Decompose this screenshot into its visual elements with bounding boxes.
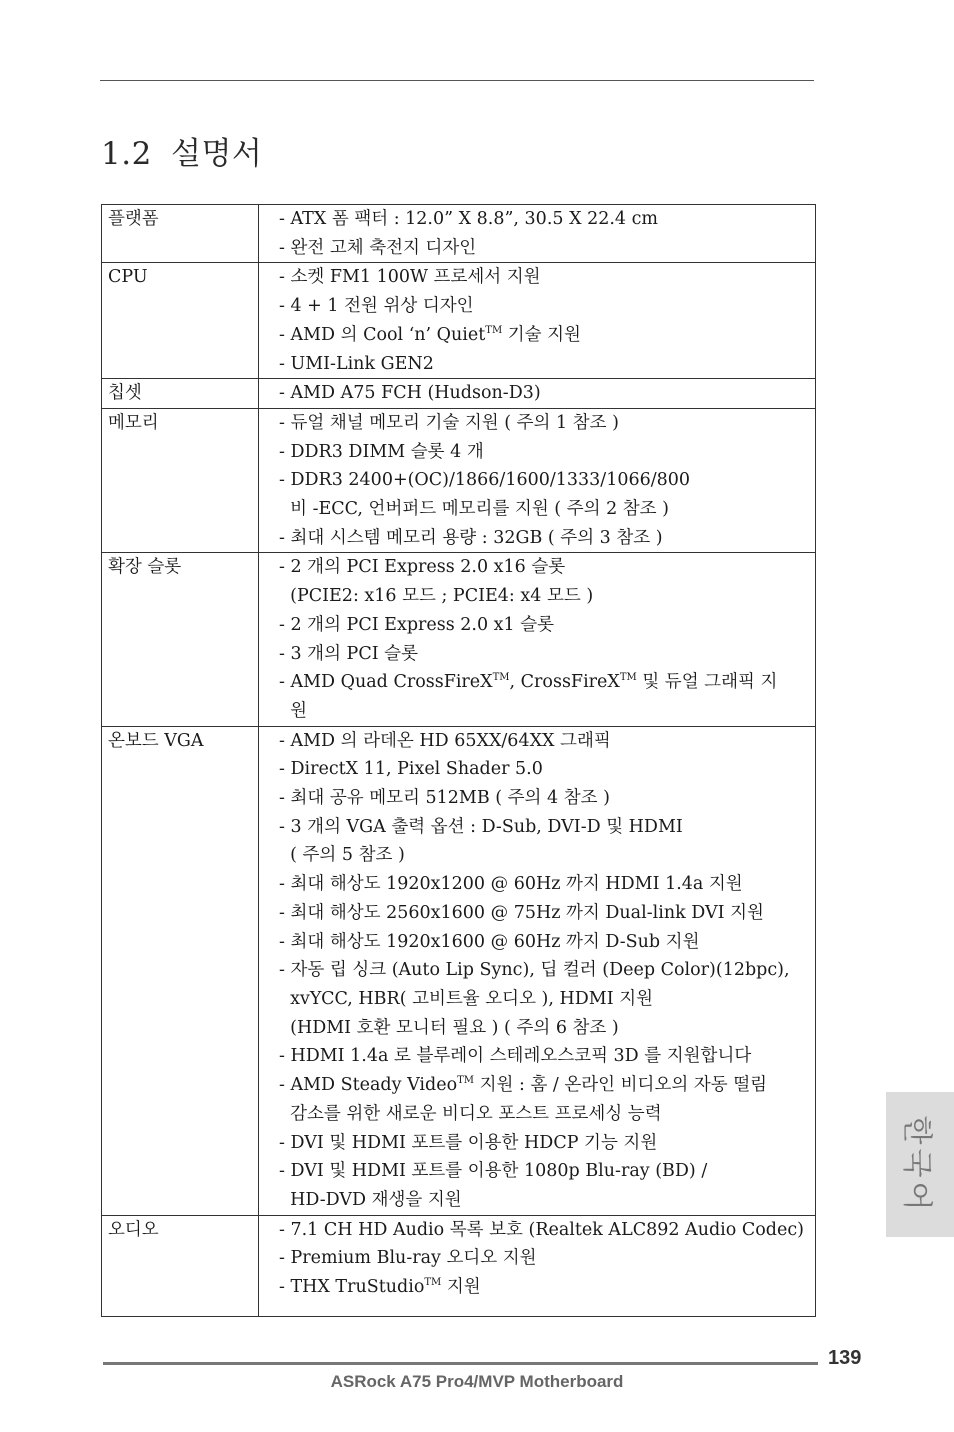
language-tab-label: 한국어: [899, 1115, 934, 1214]
spec-label: 플랫폼: [102, 205, 259, 263]
trademark-mark: TM: [485, 324, 503, 336]
spec-label: 칩셋: [102, 379, 259, 409]
spec-line: xvYCC, HBR( 고비트율 오디오 ), HDMI 지원: [279, 988, 654, 1009]
spec-line: - DDR3 2400+(OC)/1866/1600/1333/1066/800: [279, 470, 691, 491]
trademark-mark: TM: [424, 1277, 442, 1289]
section-heading: 설명서: [171, 136, 263, 172]
spec-table: [101, 204, 816, 1317]
spec-line: - 소켓 FM1 100W 프로세서 지원: [279, 267, 541, 288]
spec-line: 비 -ECC, 언버퍼드 메모리를 지원 ( 주의 2 참조 ): [279, 499, 669, 520]
spec-line: - HDMI 1.4a 로 블루레이 스테레오스코픽 3D 를 지원합니다: [279, 1046, 752, 1067]
spec-line: - Premium Blu-ray 오디오 지원: [279, 1248, 537, 1269]
top-rule: [100, 80, 814, 81]
spec-row-onboard-vga: [102, 726, 816, 1215]
spec-text: - AMD 의 Cool ‘n’ Quiet: [279, 324, 486, 345]
spec-text: 지원 : 홈 / 온라인 비디오의 자동 떨림: [474, 1075, 768, 1096]
spec-line: ( 주의 5 참조 ): [279, 845, 405, 866]
spec-line: - 2 개의 PCI Express 2.0 x1 슬롯: [279, 614, 555, 635]
spec-text: - AMD Quad CrossFireX: [279, 672, 493, 693]
spec-line: - AMD 의 라데온 HD 65XX/64XX 그래픽: [279, 730, 611, 751]
spec-line: - UMI-Link GEN2: [279, 353, 434, 374]
spec-line: - 최대 공유 메모리 512MB ( 주의 4 참조 ): [279, 788, 610, 809]
trademark-mark: TM: [492, 672, 510, 684]
spec-line: - 최대 해상도 1920x1200 @ 60Hz 까지 HDMI 1.4a 지원: [279, 874, 743, 895]
spec-line-tm: [279, 1071, 811, 1100]
section-title: [101, 128, 262, 173]
spec-values: [259, 553, 816, 726]
spec-line: - 완전 고체 축전지 디자인: [279, 237, 477, 258]
spec-row-memory: [102, 408, 816, 553]
spec-line: 원: [279, 700, 308, 721]
spec-line: - DVI 및 HDMI 포트를 이용한 1080p Blu-ray (BD) /: [279, 1161, 708, 1182]
trademark-mark: TM: [457, 1075, 475, 1087]
spec-text: , CrossFireX: [509, 672, 620, 693]
spec-label: CPU: [102, 263, 259, 379]
spec-line: - 최대 해상도 1920x1600 @ 60Hz 까지 D-Sub 지원: [279, 931, 700, 952]
spec-text: 기술 지원: [502, 324, 581, 345]
spec-line: - 최대 시스템 메모리 용량 : 32GB ( 주의 3 참조 ): [279, 527, 663, 548]
section-number: 1.2: [101, 136, 152, 172]
spec-line: - DirectX 11, Pixel Shader 5.0: [279, 759, 543, 780]
spec-label: 오디오: [102, 1215, 259, 1316]
spec-line: - 듀얼 채널 메모리 기술 지원 ( 주의 1 참조 ): [279, 412, 619, 433]
spec-row-platform: [102, 205, 816, 263]
bottom-rule: [103, 1362, 818, 1365]
spec-line: - ATX 폼 팩터 : 12.0” X 8.8”, 30.5 X 22.4 cm: [279, 209, 659, 229]
spec-label: 메모리: [102, 408, 259, 553]
spec-line: 감소를 위한 새로운 비디오 포스트 프로세싱 능력: [279, 1103, 662, 1124]
spec-line: - AMD A75 FCH (Hudson-D3): [279, 383, 541, 404]
spec-line: (HDMI 호환 모니터 필요 ) ( 주의 6 참조 ): [279, 1017, 619, 1038]
spec-line: - 7.1 CH HD Audio 목록 보호 (Realtek ALC892 Audio Codec): [279, 1219, 804, 1240]
spec-label: 온보드 VGA: [102, 726, 259, 1215]
spec-row-expansion-slots: [102, 553, 816, 726]
spec-line: HD-DVD 재생을 지원: [279, 1189, 462, 1210]
spec-values: [259, 1215, 816, 1316]
spec-line: - 최대 해상도 2560x1600 @ 75Hz 까지 Dual-link DVI 지원: [279, 902, 764, 923]
footer-product-name: ASRock A75 Pro4/MVP Motherboard: [330, 1372, 624, 1391]
spec-line: - 3 개의 VGA 출력 옵션 : D-Sub, DVI-D 및 HDMI: [279, 816, 683, 837]
spec-values: [259, 263, 816, 379]
spec-values: [259, 408, 816, 553]
spec-row-cpu: [102, 263, 816, 379]
spec-line-tm: [279, 321, 811, 350]
spec-text: - AMD Steady Video: [279, 1075, 458, 1096]
spec-line: (PCIE2: x16 모드 ; PCIE4: x4 모드 ): [279, 586, 594, 607]
spec-text: - THX TruStudio: [279, 1277, 425, 1298]
spec-line-tm: [279, 1273, 811, 1302]
spec-row-audio: [102, 1215, 816, 1316]
language-side-tab: [886, 1092, 954, 1237]
spec-line: - 2 개의 PCI Express 2.0 x16 슬롯: [279, 557, 566, 578]
spec-line: - DVI 및 HDMI 포트를 이용한 HDCP 기능 지원: [279, 1132, 658, 1153]
spec-line: - DDR3 DIMM 슬롯 4 개: [279, 441, 484, 462]
spec-values: [259, 379, 816, 409]
spec-line: - 4 + 1 전원 위상 디자인: [279, 296, 474, 317]
spec-values: [259, 205, 816, 263]
trademark-mark: TM: [619, 672, 637, 684]
spec-line-tm: [279, 668, 811, 697]
spec-text: 및 듀얼 그래픽 지: [636, 672, 778, 693]
spec-line: - 자동 립 싱크 (Auto Lip Sync), 딥 컬러 (Deep Color)(12bpc),: [279, 960, 790, 981]
spec-line: - 3 개의 PCI 슬롯: [279, 643, 418, 664]
spec-values: [259, 726, 816, 1215]
spec-row-chipset: [102, 379, 816, 409]
spec-text: 지원: [441, 1277, 481, 1298]
page-number: 139: [828, 1347, 862, 1369]
spec-label: 확장 슬롯: [102, 553, 259, 726]
